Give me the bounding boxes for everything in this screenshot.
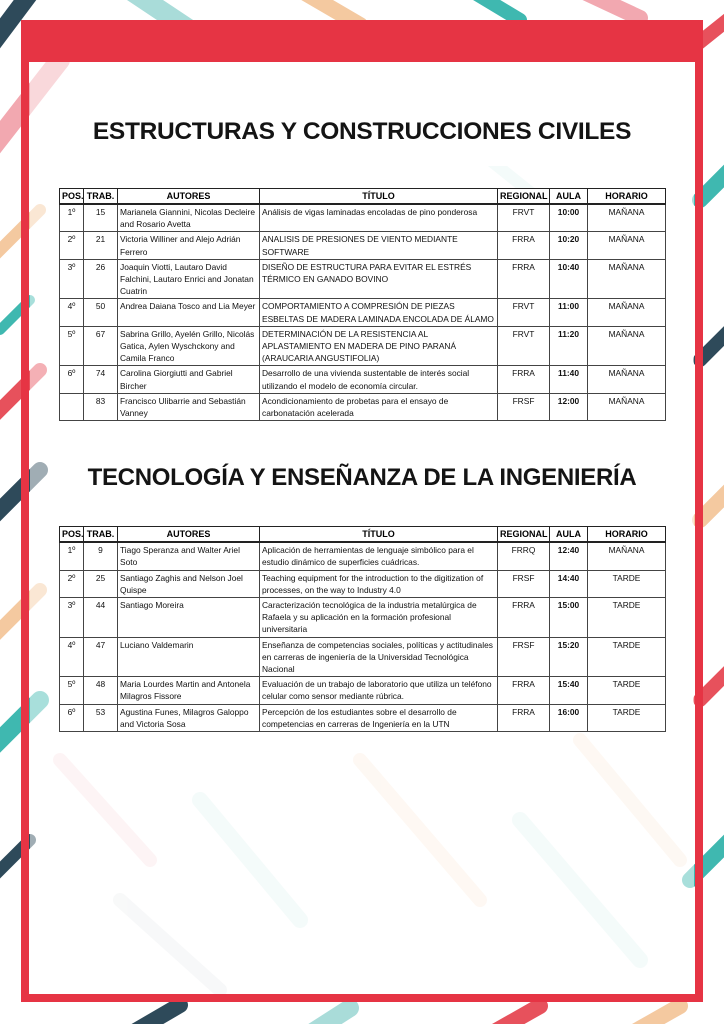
cell-pos: 3º	[60, 259, 84, 299]
table-row	[60, 677, 666, 704]
cell-autores: Francisco Ulibarrie and Sebastián Vanney	[118, 393, 260, 420]
cell-autores: Maria Lourdes Martin and Antonela Milagros Fissore	[118, 677, 260, 704]
cell-autores: Santiago Zaghis and Nelson Joel Quispe	[118, 570, 260, 597]
cell-titulo: Teaching equipment for the introduction to the digitization of processes, on the way to Industry 4.0	[260, 570, 498, 597]
section-title-tecnologia: TECNOLOGÍA Y ENSEÑANZA DE LA INGENIERÍA	[87, 464, 637, 491]
cell-aula: 11:20	[550, 326, 588, 366]
cell-titulo: Análisis de vigas laminadas encoladas de pino ponderosa	[260, 204, 498, 232]
cell-aula: 15:40	[550, 677, 588, 704]
cell-pos: 4º	[60, 637, 84, 677]
cell-regional: FRRA	[498, 677, 550, 704]
column-header-pos: POS.	[60, 527, 84, 543]
column-header-autores: AUTORES	[118, 189, 260, 205]
cell-trab: 48	[84, 677, 118, 704]
cell-regional: FRVT	[498, 204, 550, 232]
cell-autores: Agustina Funes, Milagros Galoppo and Victoria Sosa	[118, 704, 260, 731]
table-row	[60, 570, 666, 597]
cell-trab: 74	[84, 366, 118, 393]
cell-titulo: Evaluación de un trabajo de laboratorio que utiliza un teléfono celular como sensor mediante rúbrica.	[260, 677, 498, 704]
cell-pos: 2º	[60, 570, 84, 597]
column-header-trab: TRAB.	[84, 527, 118, 543]
column-header-pos: POS.	[60, 189, 84, 205]
cell-regional: FRRA	[498, 259, 550, 299]
cell-aula: 12:00	[550, 393, 588, 420]
column-header-horario: HORARIO	[588, 527, 666, 543]
cell-trab: 83	[84, 393, 118, 420]
cell-pos: 2º	[60, 232, 84, 259]
table-row	[60, 204, 666, 232]
cell-horario: MAÑANA	[588, 326, 666, 366]
table-row	[60, 259, 666, 299]
cell-pos: 5º	[60, 677, 84, 704]
cell-trab: 53	[84, 704, 118, 731]
cell-trab: 15	[84, 204, 118, 232]
cell-titulo: Percepción de los estudiantes sobre el desarrollo de competencias en carreras de Ingeniería en la UTN	[260, 704, 498, 731]
cell-trab: 25	[84, 570, 118, 597]
table-row	[60, 326, 666, 366]
column-header-trab: TRAB.	[84, 189, 118, 205]
table-header-row	[60, 527, 666, 543]
cell-horario: MAÑANA	[588, 232, 666, 259]
cell-horario: MAÑANA	[588, 393, 666, 420]
cell-aula: 11:40	[550, 366, 588, 393]
cell-pos: 4º	[60, 299, 84, 326]
cell-regional: FRRA	[498, 704, 550, 731]
cell-regional: FRSF	[498, 393, 550, 420]
cell-trab: 21	[84, 232, 118, 259]
column-header-horario: HORARIO	[588, 189, 666, 205]
cell-autores: Santiago Moreira	[118, 597, 260, 637]
cell-autores: Sabrina Grillo, Ayelén Grillo, Nicolás Gatica, Aylen Wyschckony and Camila Franco	[118, 326, 260, 366]
cell-pos: 1º	[60, 542, 84, 570]
cell-titulo: COMPORTAMIENTO A COMPRESIÓN DE PIEZAS ESBELTAS DE MADERA LAMINADA ENCOLADA DE ÁLAMO	[260, 299, 498, 326]
cell-trab: 67	[84, 326, 118, 366]
column-header-aula: AULA	[550, 189, 588, 205]
cell-horario: TARDE	[588, 637, 666, 677]
cell-titulo: Caracterización tecnológica de la industria metalúrgica de Rafaela y su aplicación en la formación profesional universitaria	[260, 597, 498, 637]
cell-aula: 11:00	[550, 299, 588, 326]
cell-trab: 44	[84, 597, 118, 637]
cell-trab: 50	[84, 299, 118, 326]
cell-titulo: DETERMINACIÓN DE LA RESISTENCIA AL APLASTAMIENTO EN MADERA DE PINO PARANÁ (ARAUCARIA ANGUSTIFOLIA)	[260, 326, 498, 366]
cell-aula: 12:40	[550, 542, 588, 570]
cell-autores: Joaquin Viotti, Lautaro David Falchini, Lautaro Enrici and Jonatan Cuatrin	[118, 259, 260, 299]
cell-regional: FRSF	[498, 637, 550, 677]
cell-autores: Carolina Giorgiutti and Gabriel Bircher	[118, 366, 260, 393]
column-header-autores: AUTORES	[118, 527, 260, 543]
cell-autores: Tiago Speranza and Walter Ariel Soto	[118, 542, 260, 570]
table-row	[60, 637, 666, 677]
table-header-row	[60, 189, 666, 205]
table-row	[60, 597, 666, 637]
cell-horario: MAÑANA	[588, 542, 666, 570]
column-header-regional: REGIONAL	[498, 189, 550, 205]
cell-pos	[60, 393, 84, 420]
cell-pos: 6º	[60, 366, 84, 393]
cell-regional: FRSF	[498, 570, 550, 597]
column-header-titulo: TÍTULO	[260, 189, 498, 205]
cell-pos: 6º	[60, 704, 84, 731]
schedule-table-estructuras	[59, 188, 666, 421]
cell-autores: Victoria Williner and Alejo Adrián Ferrero	[118, 232, 260, 259]
cell-autores: Luciano Valdemarin	[118, 637, 260, 677]
cell-aula: 16:00	[550, 704, 588, 731]
cell-trab: 47	[84, 637, 118, 677]
cell-horario: MAÑANA	[588, 259, 666, 299]
cell-autores: Marianela Giannini, Nicolas Decleire and Rosario Avetta	[118, 204, 260, 232]
column-header-titulo: TÍTULO	[260, 527, 498, 543]
section-title-estructuras: ESTRUCTURAS Y CONSTRUCCIONES CIVILES	[92, 118, 632, 145]
table-row	[60, 704, 666, 731]
cell-aula: 10:40	[550, 259, 588, 299]
cell-titulo: Desarrollo de una vivienda sustentable de interés social utilizando el modelo de economía circular.	[260, 366, 498, 393]
cell-horario: TARDE	[588, 677, 666, 704]
table-row	[60, 366, 666, 393]
cell-aula: 14:40	[550, 570, 588, 597]
cell-regional: FRRQ	[498, 542, 550, 570]
column-header-regional: REGIONAL	[498, 527, 550, 543]
column-header-aula: AULA	[550, 527, 588, 543]
table-row	[60, 232, 666, 259]
cell-aula: 15:00	[550, 597, 588, 637]
cell-pos: 1º	[60, 204, 84, 232]
cell-regional: FRVT	[498, 299, 550, 326]
cell-regional: FRRA	[498, 366, 550, 393]
cell-regional: FRRA	[498, 232, 550, 259]
table-row	[60, 393, 666, 420]
cell-titulo: Acondicionamiento de probetas para el ensayo de carbonatación acelerada	[260, 393, 498, 420]
cell-autores: Andrea Daiana Tosco and Lia Meyer	[118, 299, 260, 326]
cell-titulo: Enseñanza de competencias sociales, políticas y actitudinales en carreras de ingeniería de la Universidad Tecnológica Nacional	[260, 637, 498, 677]
cell-aula: 10:00	[550, 204, 588, 232]
cell-trab: 26	[84, 259, 118, 299]
cell-horario: TARDE	[588, 570, 666, 597]
table-row	[60, 299, 666, 326]
cell-regional: FRVT	[498, 326, 550, 366]
cell-horario: MAÑANA	[588, 204, 666, 232]
cell-horario: TARDE	[588, 704, 666, 731]
cell-pos: 5º	[60, 326, 84, 366]
cell-aula: 10:20	[550, 232, 588, 259]
cell-pos: 3º	[60, 597, 84, 637]
cell-horario: TARDE	[588, 597, 666, 637]
cell-titulo: Aplicación de herramientas de lenguaje simbólico para el estudio dinámico de superficies cuádricas.	[260, 542, 498, 570]
cell-aula: 15:20	[550, 637, 588, 677]
schedule-table-tecnologia	[59, 526, 666, 732]
cell-trab: 9	[84, 542, 118, 570]
cell-titulo: ANALISIS DE PRESIONES DE VIENTO MEDIANTE SOFTWARE	[260, 232, 498, 259]
cell-regional: FRRA	[498, 597, 550, 637]
cell-horario: MAÑANA	[588, 366, 666, 393]
cell-horario: MAÑANA	[588, 299, 666, 326]
cell-titulo: DISEÑO DE ESTRUCTURA PARA EVITAR EL ESTRÉS TÉRMICO EN GANADO BOVINO	[260, 259, 498, 299]
table-row	[60, 542, 666, 570]
